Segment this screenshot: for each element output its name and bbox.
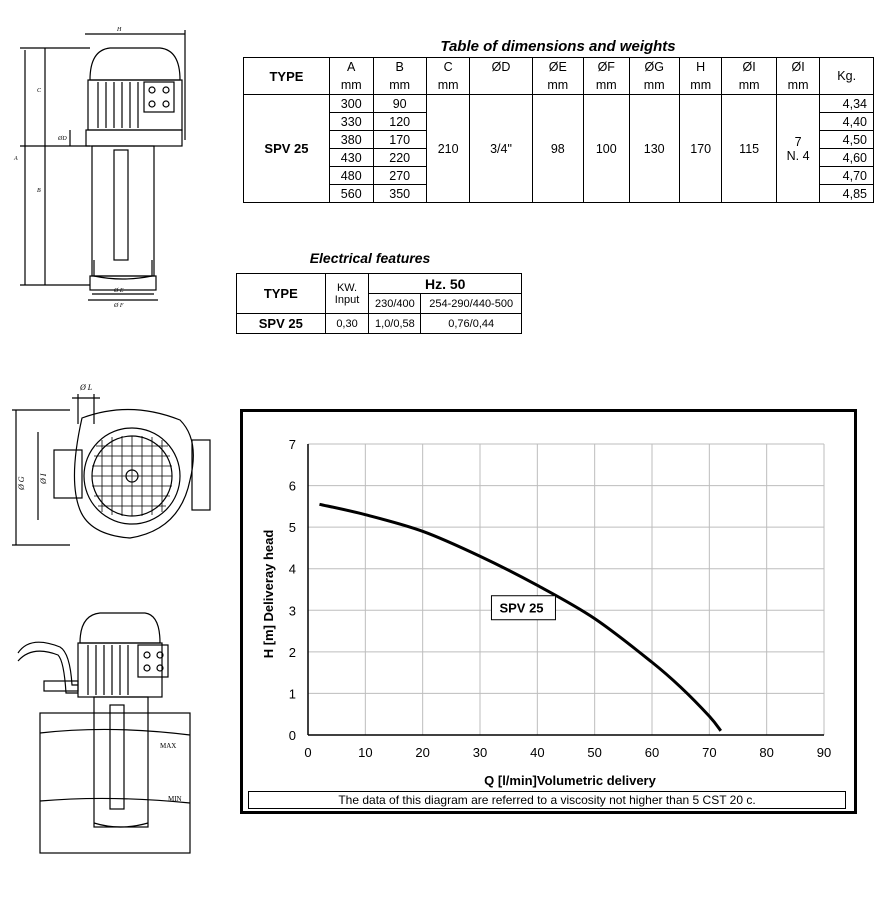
table-row [244, 95, 874, 113]
cell-l-top: 7 [794, 134, 802, 149]
electrical-table-title: Electrical features [309, 250, 431, 266]
cell-b: 220 [373, 149, 426, 167]
cell-h: 170 [679, 95, 722, 203]
unit-g: mm [629, 76, 679, 95]
x-tick-label: 0 [304, 745, 312, 760]
level-label-min: MIN [168, 795, 182, 803]
cell-b: 350 [373, 185, 426, 203]
cell-i: 115 [722, 95, 776, 203]
elec-cell-amp1: 1,0/0,58 [369, 314, 421, 334]
cell-a: 300 [329, 95, 373, 113]
elec-header-volt2: 254-290/440-500 [421, 294, 522, 314]
unit-e: mm [532, 76, 583, 95]
cell-kg: 4,85 [820, 185, 874, 203]
x-tick-label: 10 [358, 745, 373, 760]
header-i: ØI [722, 58, 776, 77]
cell-a: 430 [329, 149, 373, 167]
electrical-table [236, 273, 522, 334]
header-type: TYPE [244, 58, 330, 95]
elec-header-hz: Hz. 50 [369, 274, 522, 294]
cell-a: 330 [329, 113, 373, 131]
y-tick-label: 1 [288, 686, 296, 702]
cell-c: 210 [426, 95, 470, 203]
cell-kg: 4,60 [820, 149, 874, 167]
elec-header-type: TYPE [237, 274, 326, 314]
unit-h: mm [679, 76, 722, 95]
elec-cell-amp2: 0,76/0,44 [421, 314, 522, 334]
y-tick-label: 0 [288, 728, 296, 743]
cell-a: 380 [329, 131, 373, 149]
cell-b: 170 [373, 131, 426, 149]
elec-header-volt1: 230/400 [369, 294, 421, 314]
header-c: C [426, 58, 470, 77]
cell-l [776, 95, 820, 203]
header-f: ØF [583, 58, 629, 77]
header-d: ØD [470, 58, 532, 77]
y-tick-label: 4 [288, 561, 296, 577]
header-e: ØE [532, 58, 583, 77]
unit-d [470, 76, 532, 95]
x-axis-label: Q [l/min]Volumetric delivery [484, 773, 656, 788]
unit-i: mm [722, 76, 776, 95]
cell-kg: 4,40 [820, 113, 874, 131]
x-tick-label: 80 [759, 745, 774, 760]
y-tick-label: 7 [288, 437, 296, 452]
unit-a: mm [329, 76, 373, 95]
pump-side-view-drawing [10, 20, 200, 310]
cell-b: 270 [373, 167, 426, 185]
header-a: A [329, 58, 373, 77]
pump-top-view-drawing [10, 380, 220, 550]
dim-label-od: ØD [58, 136, 67, 142]
y-tick-label: 5 [288, 520, 296, 536]
elec-header-kw-label: KW. [336, 281, 358, 294]
y-tick-label: 2 [288, 644, 296, 660]
dim-label-h: H [117, 27, 122, 33]
dim-label-oe: Ø E [114, 288, 124, 294]
unit-b: mm [373, 76, 426, 95]
header-l: ØI [776, 58, 820, 77]
elec-header-kw [325, 274, 369, 314]
pump-installation-drawing [10, 605, 200, 855]
elec-header-input-label: Input [334, 293, 360, 306]
level-label-max: MAX [160, 742, 177, 750]
header-g: ØG [629, 58, 679, 77]
dim-label-og: Ø G [17, 476, 26, 490]
x-tick-label: 20 [415, 745, 430, 760]
cell-e: 98 [532, 95, 583, 203]
x-tick-label: 90 [816, 745, 832, 760]
cell-kg: 4,34 [820, 95, 874, 113]
dimensions-table-title: Table of dimensions and weights [440, 38, 676, 55]
cell-kg: 4,50 [820, 131, 874, 149]
elec-cell-kw: 0,30 [325, 314, 369, 334]
chart-note: The data of this diagram are referred to a viscosity not higher than 5 CST 20 c. [248, 791, 846, 809]
dim-label-oi: Ø I [39, 473, 48, 484]
performance-chart [240, 409, 857, 814]
cell-b: 90 [373, 95, 426, 113]
dim-label-b: B [37, 188, 41, 194]
x-tick-label: 60 [644, 745, 660, 760]
y-axis-label: H [m] Deliveray head [261, 529, 276, 659]
unit-c: mm [426, 76, 470, 95]
row-type: SPV 25 [244, 95, 330, 203]
x-tick-label: 40 [530, 745, 545, 760]
y-tick-label: 3 [288, 603, 296, 619]
x-tick-label: 50 [587, 745, 602, 760]
cell-f: 100 [583, 95, 629, 203]
dimensions-table [243, 57, 874, 203]
header-kg: Kg. [820, 58, 874, 95]
cell-a: 560 [329, 185, 373, 203]
cell-l-bottom: N. 4 [786, 148, 810, 163]
unit-l: mm [776, 76, 820, 95]
cell-kg: 4,70 [820, 167, 874, 185]
cell-b: 120 [373, 113, 426, 131]
cell-g: 130 [629, 95, 679, 203]
dim-label-c: C [37, 88, 42, 94]
x-tick-label: 30 [472, 745, 488, 760]
series-label: SPV 25 [499, 600, 544, 616]
table-row [237, 314, 522, 334]
y-tick-label: 6 [288, 478, 296, 494]
dim-label-ol: Ø L [80, 383, 93, 392]
dim-label-of: Ø F [114, 303, 124, 309]
unit-f: mm [583, 76, 629, 95]
header-h: H [679, 58, 722, 77]
x-tick-label: 70 [702, 745, 717, 760]
dim-label-a: A [14, 156, 18, 162]
elec-cell-type: SPV 25 [237, 314, 326, 334]
cell-a: 480 [329, 167, 373, 185]
cell-d: 3/4" [470, 95, 532, 203]
header-b: B [373, 58, 426, 77]
